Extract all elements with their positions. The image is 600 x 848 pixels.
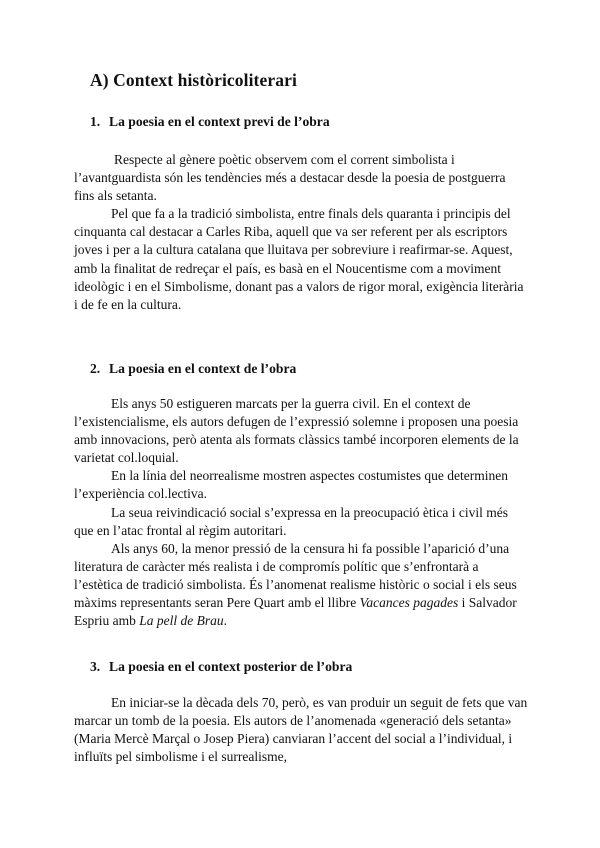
- book-title-la-pell-de-brau: La pell de Brau: [139, 613, 224, 629]
- paragraph-end: .: [223, 613, 227, 629]
- section-2-body: [74, 395, 529, 630]
- paragraph: La seua reivindicació social s’expressa en la preocupació ètica i civil més que en l’atac frontal al règim autoritari.: [74, 504, 508, 538]
- section-1-number: 1.: [90, 114, 101, 129]
- paragraph-last: [74, 540, 529, 630]
- section-2-number: 2.: [90, 361, 101, 376]
- section-1-body: [74, 151, 529, 314]
- section-3-title: [90, 659, 352, 675]
- paragraph: Respecte al gènere poètic observem com el corrent simbolista i l’avantguardista són les tendències més a destacar desde la poesia de postguerra fins als setanta.: [74, 152, 506, 204]
- section-1-title-text: La poesia en el context previ de l’obra: [109, 114, 330, 129]
- page-heading: A) Context històricoliterari: [90, 70, 297, 90]
- section-2-title-text: La poesia en el context de l’obra: [109, 361, 297, 376]
- paragraph: Pel que fa a la tradició simbolista, entre finals dels quaranta i principis del cinquanta cal destacar a Carles Riba, aquell que va ser referent per als escriptors joves i per a la cultura catalana que lluitava per sobreviure i reafirmar-se. Aquest, amb la finalitat de redreçar el país, es basà en el Noucentisme com a moviment ideològic i en el Simbolisme, donant pas a valors de rigor moral, exigència literària i de fe en la cultura.: [74, 206, 524, 312]
- connector-text: i Salvador Espriu amb: [74, 595, 517, 629]
- section-1-title: [90, 114, 330, 130]
- paragraph: Els anys 50 estigueren marcats per la guerra civil. En el context de l’existencialisme, els autors defugen de l’expressió solemne i proposen una poesia amb innovacions, però atenta als formats clàssics també incorporen elements de la varietat col.loquial.: [74, 396, 519, 466]
- book-title-vacances-pagades: Vacances pagades: [359, 595, 459, 611]
- paragraph: En iniciar-se la dècada dels 70, però, es van produir un seguit de fets que van marcar un tomb de la poesia. Els autors de l’anomenada «generació dels setanta» (Maria Mercè Marçal o Josep Piera) canviaran l’accent del social a l’individual, i influïts pel simbolisme i el surrealisme,: [74, 695, 528, 765]
- section-3-number: 3.: [90, 659, 101, 674]
- paragraph: En la línia del neorrealisme mostren aspectes costumistes que determinen l’experiència col.lectiva.: [74, 468, 508, 502]
- section-3-title-text: La poesia en el context posterior de l’obra: [109, 659, 353, 674]
- section-3-body: [74, 694, 529, 766]
- section-2-title: [90, 361, 296, 377]
- paragraph-text: Als anys 60, la menor pressió de la censura hi fa possible l’aparició d’una literatura de caràcter més realista i de compromís polític que s’enfrontarà a l’estètica de tradició simbolista. És l’anomenat realisme històric o social i els seus màxims representants seran Pere Quart amb el llibre: [74, 540, 517, 611]
